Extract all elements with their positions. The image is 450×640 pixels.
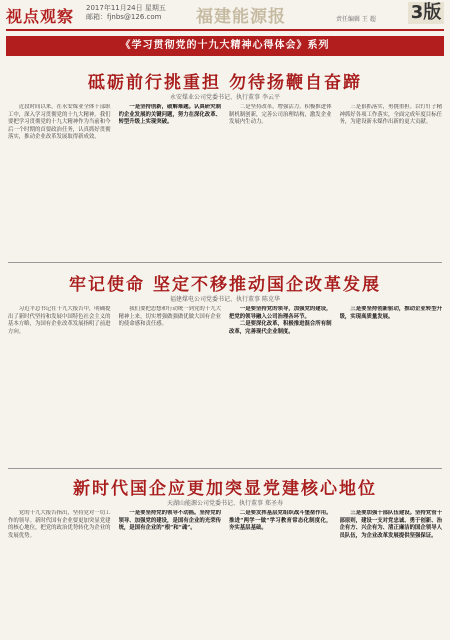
issue-date: 2017年11月24日 星期五 bbox=[86, 4, 166, 12]
article1-col bbox=[119, 104, 222, 256]
article1-paragraph: 一是坚持创新，破解难题。认真研究制约企业发展的关键问题，努力在深化改革、转型升级上实现突破。 bbox=[118, 104, 221, 126]
article1-col bbox=[8, 104, 111, 256]
series-banner: 《学习贯彻党的十九大精神心得体会》系列 bbox=[6, 36, 444, 56]
article2-paragraph: 我们要把思想和行动统一到党的十九大精神上来，切实增强做强做优做大国有企业的使命感和责任感。 bbox=[118, 306, 221, 328]
article3-col bbox=[229, 510, 332, 634]
article2-col bbox=[8, 306, 111, 466]
newspaper-logo: 福建能源报 bbox=[196, 7, 286, 27]
article3-headline: 新时代国企应更加突显党建核心地位 bbox=[73, 479, 377, 499]
article1-col bbox=[340, 104, 443, 256]
section-title: 视点观察 bbox=[6, 7, 75, 26]
article2-paragraph: 一是要坚持党的领导，加强党的建设，把党的领导融入公司治理各环节。 bbox=[229, 306, 332, 320]
editor-line: 责任编辑 王 超 bbox=[336, 16, 376, 23]
article3-paragraph: 一是要坚持党的领导不动摇。坚持党的领导、加强党的建设，是国有企业的光荣传统，是国有企业的“根”和“魂”。 bbox=[118, 510, 221, 532]
article3-paragraph: 二是要发挥基层党组织战斗堡垒作用。推进“两学一做”学习教育常态化制度化，夯实基层基础。 bbox=[229, 510, 332, 532]
article2-paragraph: 二是要深化改革，积极推进混合所有制改革，完善现代企业制度。 bbox=[229, 321, 332, 335]
article2-body bbox=[8, 306, 442, 466]
article3-paragraph: 党的十九大报告指出，坚持党对一切工作的领导。新时代国有企业要更加突显党建的核心地位，把党的政治优势转化为企业的发展优势。 bbox=[8, 510, 111, 539]
article1-paragraph: 二是坚持改革，增强活力。积极推进体制机制创新，完善公司治理结构，激发企业发展内生动力。 bbox=[229, 104, 332, 126]
article1-col bbox=[229, 104, 332, 256]
article3-col bbox=[119, 510, 222, 634]
article3-col bbox=[8, 510, 111, 634]
article1-headline: 砥砺前行挑重担 勿待扬鞭自奋蹄 bbox=[88, 73, 362, 93]
email-line: 邮箱：fjnbs@126.com bbox=[86, 13, 162, 21]
article2-col bbox=[119, 306, 222, 466]
divider bbox=[8, 468, 442, 469]
article2-headline: 牢记使命 坚定不移推动国企改革发展 bbox=[69, 275, 381, 295]
article3-paragraph: 三是要加强干部队伍建设。坚持党管干部原则，建设一支对党忠诚、勇于创新、治企有方、兴企有为、清正廉洁的国企领导人员队伍，为企业改革发展提供坚强保证。 bbox=[339, 510, 442, 539]
masthead-rule bbox=[6, 29, 444, 31]
article1-body bbox=[8, 104, 442, 256]
masthead bbox=[0, 0, 450, 28]
article2-byline: 福建煤电公司党委书记、执行董事 陈克华 bbox=[170, 296, 280, 303]
article1-paragraph: 近段时间以来，在永安煤业全体干部职工中，深入学习贯彻党的十九大精神。我们要把学习贯彻党的十九大精神作为当前和今后一个时期的首要政治任务，认真抓好贯彻落实，推动企业改革发展取得新成效。 bbox=[8, 104, 111, 141]
article1-byline: 永安煤业公司党委书记、执行董事 李云平 bbox=[170, 94, 280, 101]
page-number: 3版 bbox=[408, 2, 444, 24]
article2-paragraph: 三是要坚持创新驱动，推动企业转型升级，实现高质量发展。 bbox=[339, 306, 442, 320]
divider bbox=[8, 262, 442, 263]
masthead-meta bbox=[86, 4, 166, 22]
article2-col bbox=[229, 306, 332, 466]
article3-byline: 天湖山能源公司党委书记、执行董事 郑圣寿 bbox=[167, 500, 283, 507]
article2-paragraph: 习近平总书记在十九大报告中，明确提出了新时代坚持和发展中国特色社会主义的基本方略，为国有企业改革发展指明了前进方向。 bbox=[8, 306, 111, 335]
article3-col bbox=[340, 510, 443, 634]
article3-body bbox=[8, 510, 442, 634]
article2-col bbox=[340, 306, 443, 466]
article1-paragraph: 三是狠抓落实，勇挑重担。以钉钉子精神抓好各项工作落实，全面完成年度目标任务，为建设新永煤作出新的更大贡献。 bbox=[339, 104, 442, 126]
